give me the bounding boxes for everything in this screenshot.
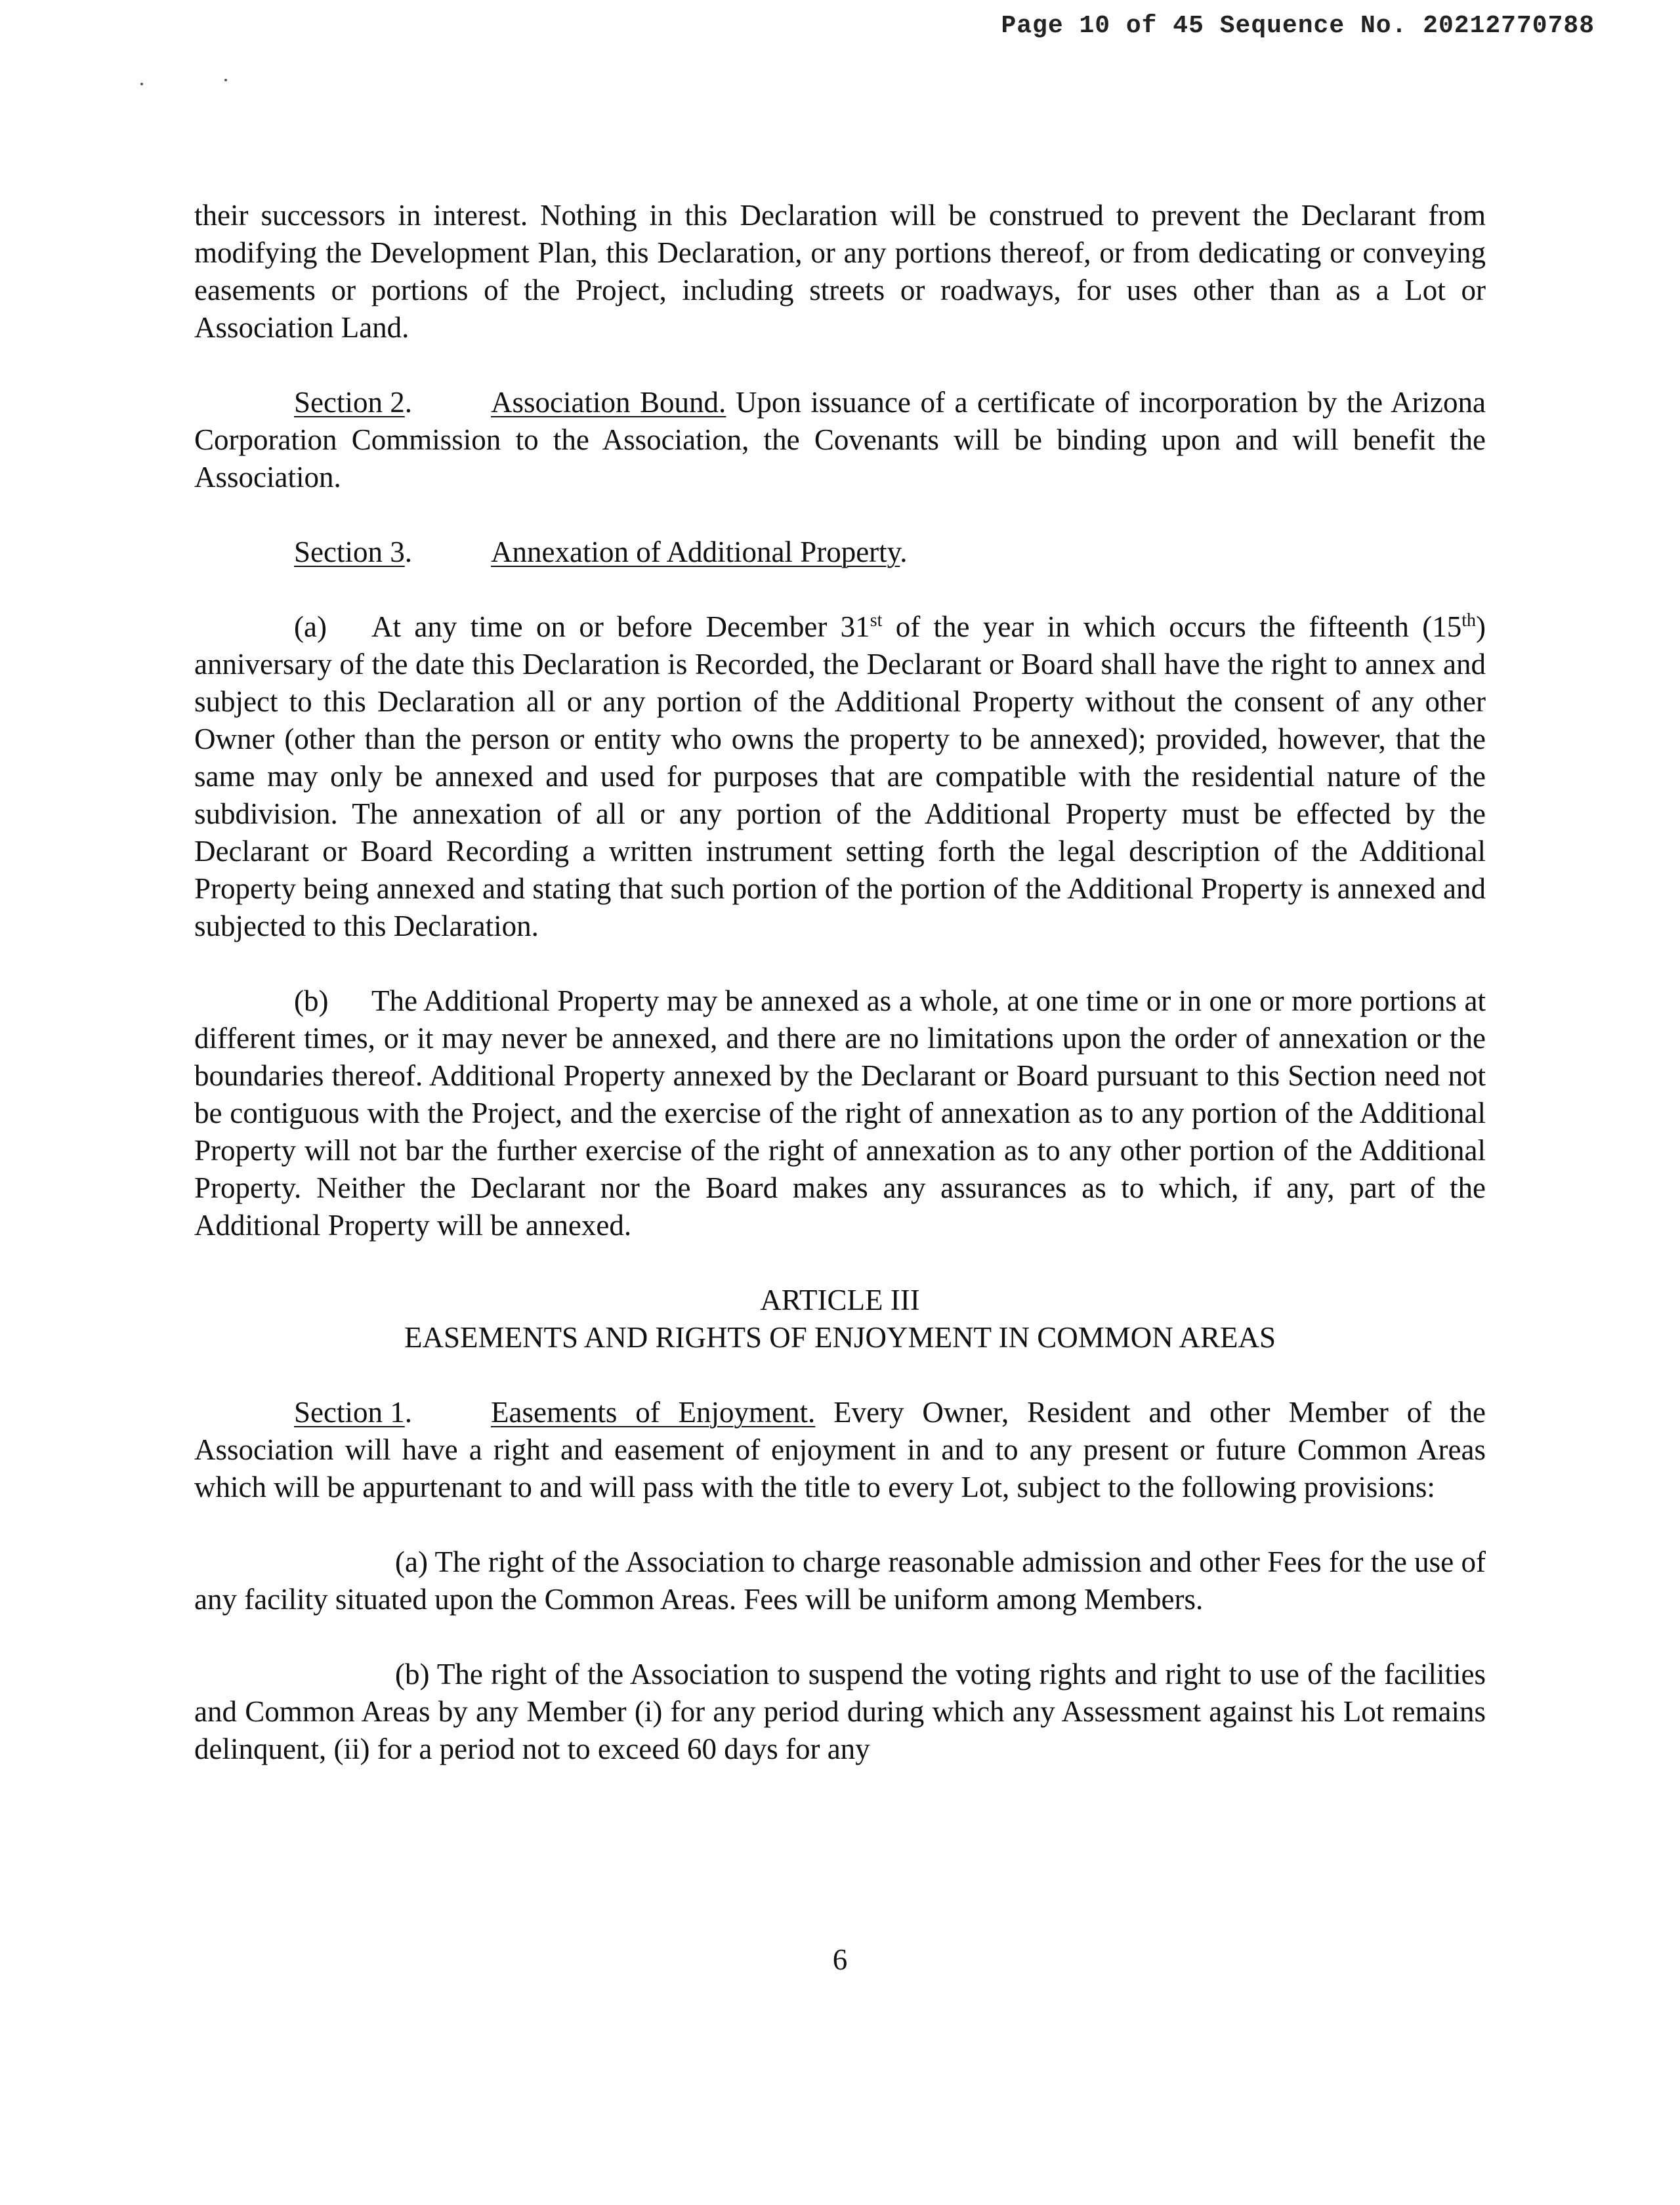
article-title: EASEMENTS AND RIGHTS OF ENJOYMENT IN COMMON AREAS [404,1321,1276,1354]
section-2-title: Association Bound. [491,386,726,419]
article-3-section-1a-label: (a) [395,1545,428,1578]
article-3-section-1b-text: The right of the Association to suspend the voting rights and right to use of the facilities and Common Areas by any Member (i) for any period during which any Assessment against his Lot remains delinquent, (ii) for a period not to exceed 60 days for any [194,1658,1486,1765]
section-3a-text-2: of the year in which occurs the fifteenth (15 [882,610,1462,643]
article-3-section-1-text: Every Owner, Resident and other Member of the Association will have a right and easement of enjoyment in and to any present or future Common Areas which will be appurtenant to and will pass with the title to every Lot, subject to the following provisions: [194,1396,1486,1503]
article-3-section-1-paragraph [194,1394,1486,1506]
section-3b-text: The Additional Property may be annexed as a whole, at one time or in one or more portions at different times, or it may never be annexed, and there are no limitations upon the order of annexation or the boundaries thereof. Additional Property annexed by the Declarant or Board pursuant to this Section need not be contiguous with the Project, and the exercise of the right of annexation as to any portion of the Additional Property will not bar the further exercise of the right of annexation as to any other portion of the Additional Property. Neither the Declarant nor the Board makes any assurances as to which, if any, part of the Additional Property will be annexed. [194,984,1486,1242]
section-3a-paragraph [194,608,1486,945]
section-2-paragraph [194,384,1486,496]
scan-specks [138,71,243,91]
article-3-section-1a-text: The right of the Association to charge reasonable admission and other Fees for the use of any facility situated upon the Common Areas. Fees will be uniform among Members. [194,1545,1486,1616]
section-3-heading: Section 3. Annexation of Additional Property. [194,534,1486,571]
article-3-section-1b-label: (b) [395,1658,430,1690]
section-2-label: Section 2 [294,386,405,419]
page-number: 6 [832,1943,848,1976]
article-3-section-1a-paragraph [194,1544,1486,1618]
article-number: ARTICLE III [760,1284,920,1316]
section-3b-paragraph [194,982,1486,1244]
article-3-section-1-label: Section 1 [294,1396,405,1429]
section-3-number: Section 3. [294,536,412,568]
article-3-section-1b-paragraph [194,1656,1486,1768]
paragraph-intro: their successors in interest. Nothing in this Declaration will be construed to prevent the Declarant from modifying the Development Plan, this Declaration, or any portions thereof, or from dedicating or conveying easements or portions of the Project, including streets or roadways, for uses other than as a Lot or Association Land. [194,199,1486,344]
section-3a-sup-2: th [1461,610,1476,631]
section-3a-sup-1: st [870,610,883,631]
section-3b-label: (b) [294,984,329,1017]
section-3-title: Annexation of Additional Property [491,536,900,568]
section-2-number: Section 2. [294,386,412,419]
section-3a-text-3: ) anniversary of the date this Declaration is Recorded, the Declarant or Board shall have the right to annex and subject to this Declaration all or any portion of the Additional Property without the consent of any other Owner (other than the person or entity who owns the property to be annexed); provided, however, that the same may only be annexed and used for purposes that are compatible with the residential nature of the subdivision. The annexation of all or any portion of the Additional Property must be effected by the Declarant or Board Recording a written instrument setting forth the legal description of the Additional Property being annexed and stating that such portion of the portion of the Additional Property is annexed and subjected to this Declaration. [194,610,1486,942]
section-3-label: Section 3 [294,536,405,568]
page-sequence-stamp: Page 10 of 45 Sequence No. 20212770788 [1001,12,1595,40]
section-3a-text-1: At any time on or before December 31 [371,610,870,643]
article-heading [194,1282,1486,1356]
section-3a-label: (a) [294,610,327,643]
section-2-text: Upon issuance of a certificate of incorporation by the Arizona Corporation Commission to the Association, the Covenants will be binding upon and will benefit the Association. [194,386,1486,494]
document-body [194,197,1486,1805]
article-3-section-1-title: Easements of Enjoyment. [491,1396,816,1429]
article-3-section-1-number: Section 1. [294,1396,412,1429]
